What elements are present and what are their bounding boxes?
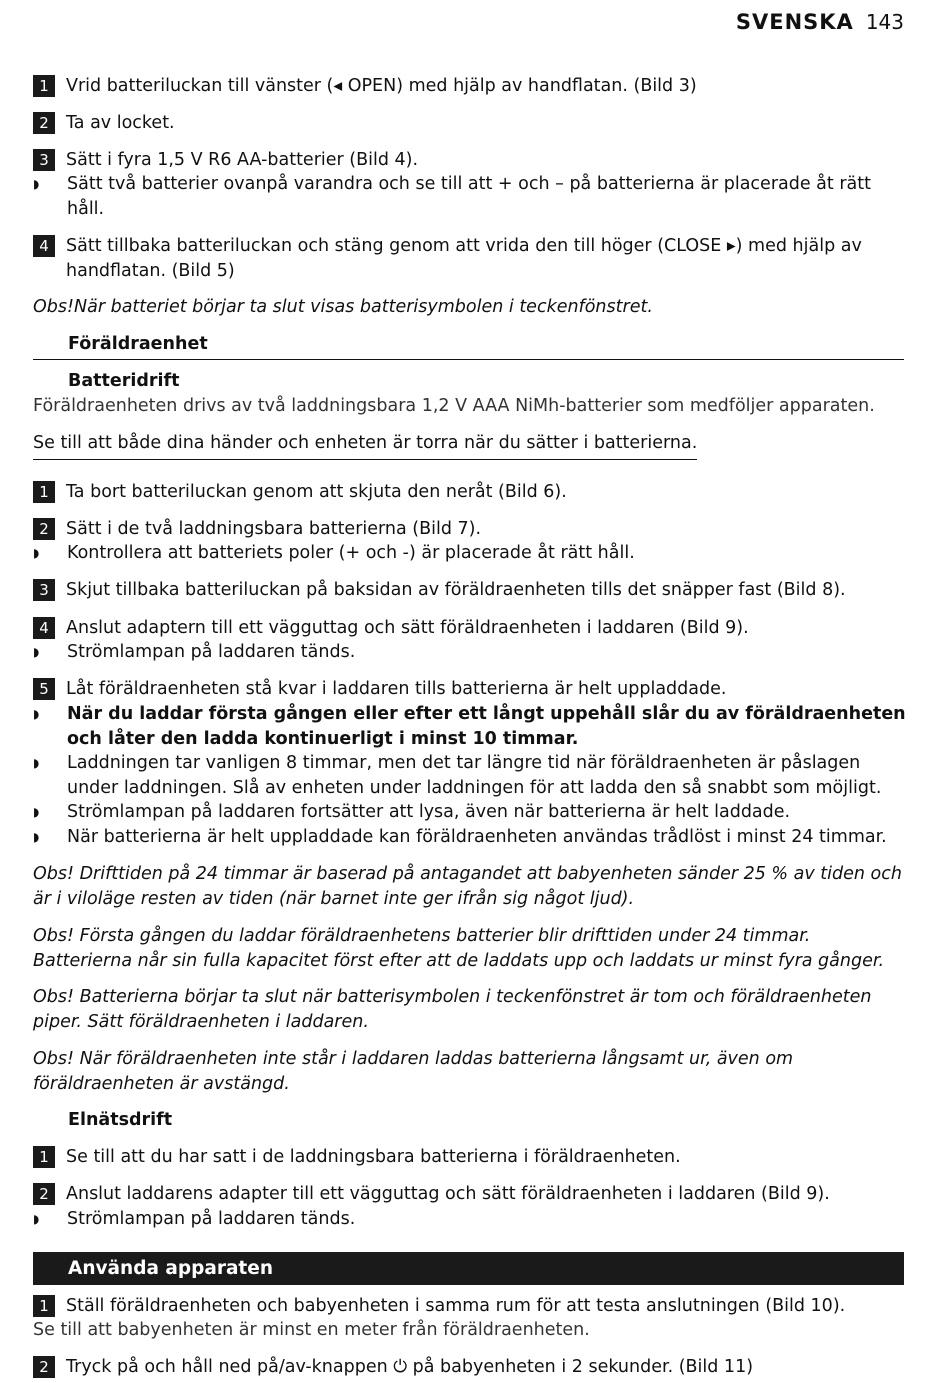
- step-1: [33, 1294, 908, 1319]
- step-number: 5: [33, 678, 55, 700]
- step-number: 2: [33, 1183, 55, 1205]
- step-text: Anslut adaptern till ett vägguttag och sätt föräldraenheten i laddaren (Bild 9).: [66, 618, 749, 638]
- bullet-text: Sätt två batterier ovanpå varandra och se till att + och – på batterierna är placerade åt rätt håll.: [67, 174, 871, 219]
- step-5: [33, 677, 908, 702]
- step-3: [33, 578, 908, 603]
- bullet-text: Strömlampan på laddaren tänds.: [67, 1209, 356, 1229]
- step-number: 1: [33, 481, 55, 503]
- step-number: 2: [33, 1356, 55, 1378]
- step-2: [33, 111, 908, 136]
- bullet-icon: ◗: [33, 707, 40, 721]
- step-1: [33, 1145, 908, 1170]
- bullet-item: [33, 541, 908, 566]
- warning-block: [33, 431, 908, 460]
- note: Obs! Drifttiden på 24 timmar är baserad på antagandet att babyenheten sänder 25 % av tiden och är i viloläge resten av tiden (när barnet inte ger ifrån sig något ljud).: [33, 864, 902, 909]
- bullet-text: När du laddar första gången eller efter ett långt uppehåll slår du av föräldraenheten och låter den ladda kontinuerligt i minst 10 timmar.: [67, 704, 906, 749]
- bullet-text: Laddningen tar vanligen 8 timmar, men det tar längre tid när föräldraenheten är påslagen under laddningen. Slå av enheten under laddningen för att ladda den så snabbt som möjligt.: [67, 753, 882, 798]
- language-label: SVENSKA: [735, 10, 854, 34]
- step-number: 1: [33, 75, 55, 97]
- page-header: [736, 10, 904, 34]
- step-text: Tryck på och håll ned på/av-knappen ⏻ på babyenheten i 2 sekunder. (Bild 11): [66, 1357, 754, 1377]
- page-number: 143: [865, 10, 904, 34]
- step-number: 1: [33, 1295, 55, 1317]
- bullet-icon: ◗: [33, 177, 40, 191]
- bullet-text: Kontrollera att batteriets poler (+ och -) är placerade åt rätt håll.: [67, 543, 635, 563]
- step-3: [33, 148, 908, 173]
- bullet-text: Strömlampan på laddaren tänds.: [67, 642, 356, 662]
- bullet-item: [33, 172, 908, 221]
- bullet-icon: ◗: [33, 1212, 40, 1226]
- step-text: Ta av locket.: [66, 113, 175, 133]
- bullet-item: [33, 825, 908, 850]
- bullet-icon: ◗: [33, 756, 40, 770]
- step-text: Vrid batteriluckan till vänster (◂ OPEN) med hjälp av handflatan. (Bild 3): [66, 76, 697, 96]
- subsection-heading: Elnätsdrift: [68, 1110, 173, 1130]
- section-divider: [33, 359, 904, 360]
- step-1: [33, 480, 908, 505]
- section-header-bar: Använda apparaten: [33, 1252, 904, 1285]
- bullet-icon: ◗: [33, 830, 40, 844]
- bullet-text: När batterierna är helt uppladdade kan föräldraenheten användas trådlöst i minst 24 timmar.: [67, 827, 887, 847]
- step-number: 1: [33, 1146, 55, 1168]
- step-2: [33, 517, 908, 542]
- step-number: 4: [33, 235, 55, 257]
- bullet-icon: ◗: [33, 546, 40, 560]
- step-text: Skjut tillbaka batteriluckan på baksidan av föräldraenheten tills det snäpper fast (Bild 8).: [66, 580, 846, 600]
- step-text: Se till att du har satt i de laddningsbara batterierna i föräldraenheten.: [66, 1147, 681, 1167]
- bullet-text: Strömlampan på laddaren fortsätter att lysa, även när batterierna är helt laddade.: [67, 802, 791, 822]
- bullet-icon: ◗: [33, 645, 40, 659]
- step-text: Ställ föräldraenheten och babyenheten i samma rum för att testa anslutningen (Bild 10).: [66, 1296, 846, 1316]
- step-4: [33, 616, 908, 641]
- step-text: Sätt i de två laddningsbara batterierna (Bild 7).: [66, 519, 482, 539]
- note: Obs! När föräldraenheten inte står i laddaren laddas batterierna långsamt ur, även om föräldraenheten är avstängd.: [33, 1049, 794, 1094]
- bullet-item: [33, 1207, 908, 1232]
- subsection-heading: Batteridrift: [68, 371, 180, 391]
- step-number: 3: [33, 579, 55, 601]
- bullet-item: [33, 640, 908, 665]
- step-text: Ta bort batteriluckan genom att skjuta den neråt (Bild 6).: [66, 482, 567, 502]
- step-2: [33, 1182, 908, 1207]
- step-number: 4: [33, 617, 55, 639]
- step-number: 2: [33, 518, 55, 540]
- step-text: Sätt tillbaka batteriluckan och stäng genom att vrida den till höger (CLOSE ▸) med hjälp av handflatan. (Bild 5): [66, 236, 862, 281]
- note: Obs! Första gången du laddar föräldraenhetens batterier blir drifttiden under 24 timmar. Batterierna når sin fulla kapacitet först efter att de laddats upp och laddats ur minst fyra gånger.: [33, 926, 885, 971]
- step-1: [33, 74, 908, 99]
- warning-text: Se till att både dina händer och enheten är torra när du sätter i batterierna.: [33, 431, 697, 460]
- step-text: Låt föräldraenheten stå kvar i laddaren tills batterierna är helt uppladdade.: [66, 679, 727, 699]
- step-note: Se till att babyenheten är minst en meter från föräldraenheten.: [33, 1320, 590, 1340]
- note: Obs! Batterierna börjar ta slut när batterisymbolen i teckenfönstret är tom och föräldraenheten piper. Sätt föräldraenheten i laddaren.: [33, 987, 872, 1032]
- bullet-item: [33, 702, 908, 751]
- bullet-icon: ◗: [33, 805, 40, 819]
- note: Obs!När batteriet börjar ta slut visas batterisymbolen i teckenfönstret.: [33, 297, 653, 317]
- step-text: Sätt i fyra 1,5 V R6 AA-batterier (Bild 4).: [66, 150, 419, 170]
- step-4: [33, 234, 908, 283]
- step-number: 2: [33, 112, 55, 134]
- step-2: [33, 1355, 908, 1380]
- section-heading: Föräldraenhet: [68, 334, 208, 354]
- bullet-item: [33, 800, 908, 825]
- step-text: Anslut laddarens adapter till ett vägguttag och sätt föräldraenheten i laddaren (Bild 9).: [66, 1184, 830, 1204]
- step-number: 3: [33, 149, 55, 171]
- intro-text: Föräldraenheten drivs av två laddningsbara 1,2 V AAA NiMh-batterier som medföljer apparaten.: [33, 396, 875, 416]
- bullet-item: [33, 751, 908, 800]
